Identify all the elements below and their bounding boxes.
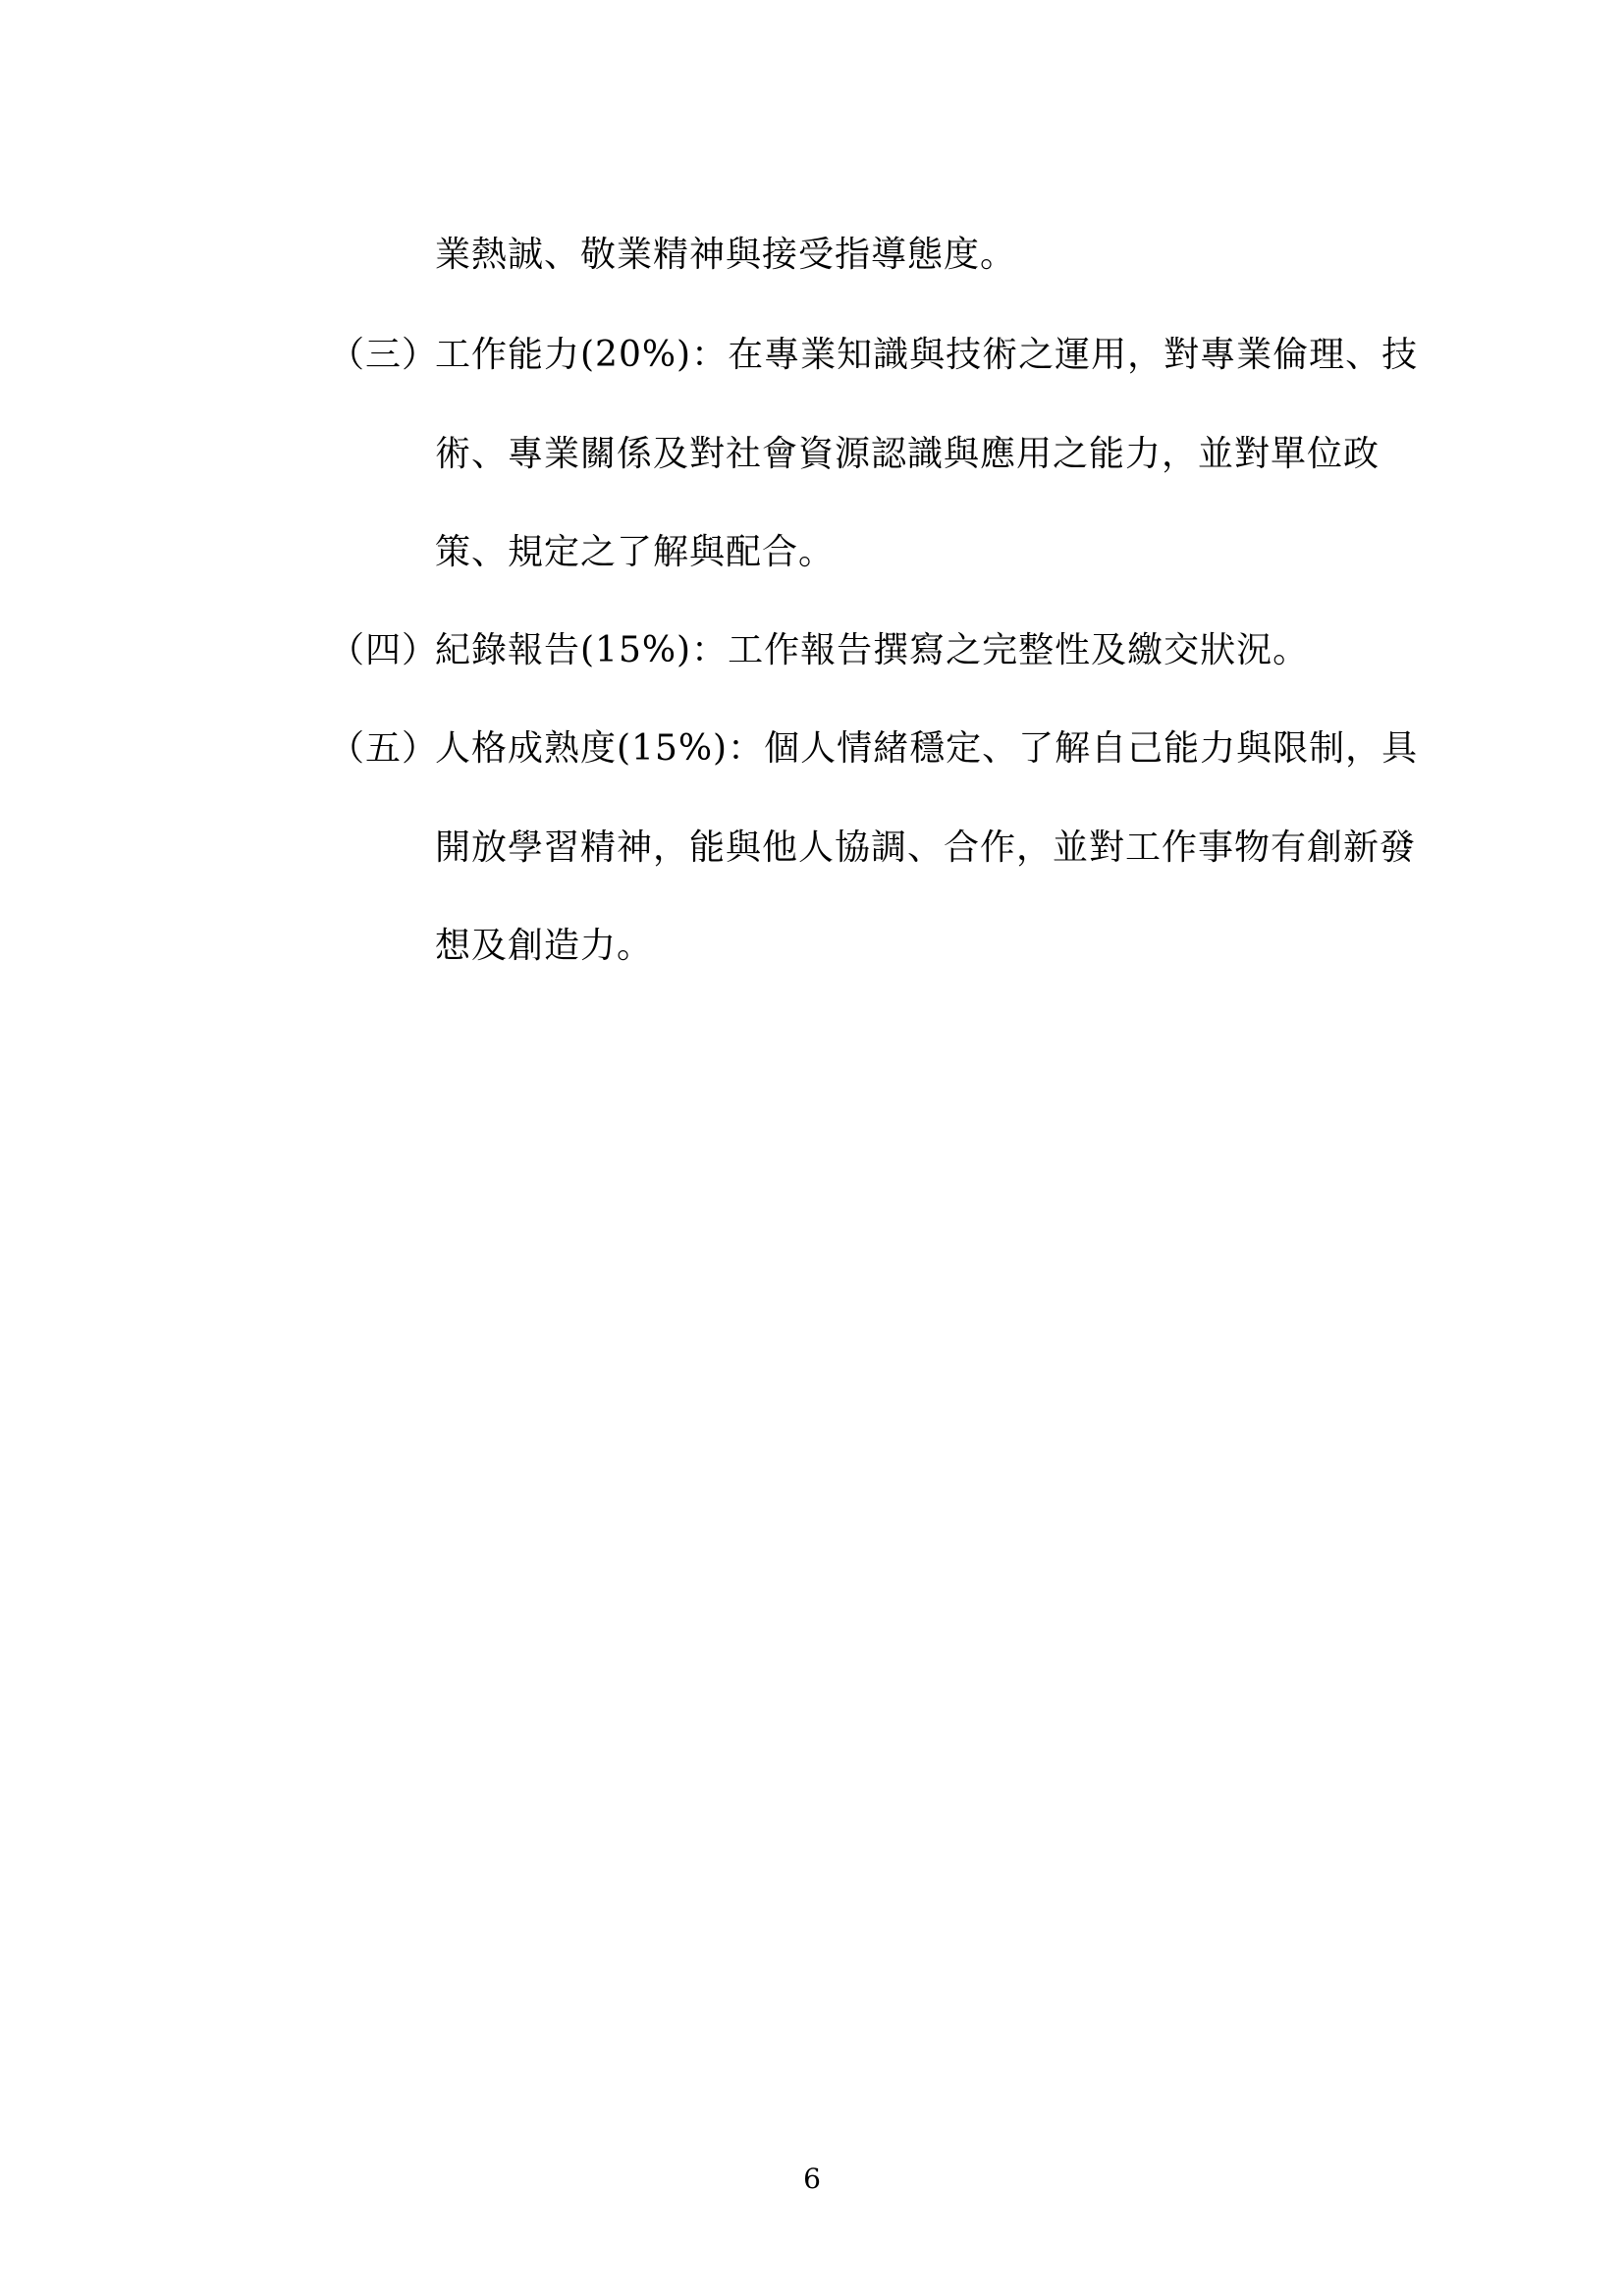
- text-line-4: 策、規定之了解與配合。: [435, 532, 836, 572]
- text-line-3: 術、專業關係及對社會資源認識與應用之能力，並對單位政: [435, 434, 1380, 474]
- text-line-2: 工作能力(20%)：在專業知識與技術之運用，對專業倫理、技: [435, 335, 1419, 375]
- item-marker-3: （三）: [329, 335, 439, 375]
- page-number: 6: [803, 2163, 821, 2195]
- text-line-8: 想及創造力。: [435, 926, 654, 966]
- text-line-7: 開放學習精神，能與他人協調、合作，並對工作事物有創新發: [435, 828, 1417, 868]
- item-marker-5: （五）: [329, 728, 439, 769]
- text-line-1: 業熱誠、敬業精神與接受指導態度。: [435, 235, 1017, 275]
- text-line-5: 紀錄報告(15%)：工作報告撰寫之完整性及繳交狀況。: [435, 630, 1310, 670]
- item-marker-4: （四）: [329, 630, 439, 670]
- text-line-6: 人格成熟度(15%)：個人情緒穩定、了解自己能力與限制，具: [435, 728, 1419, 769]
